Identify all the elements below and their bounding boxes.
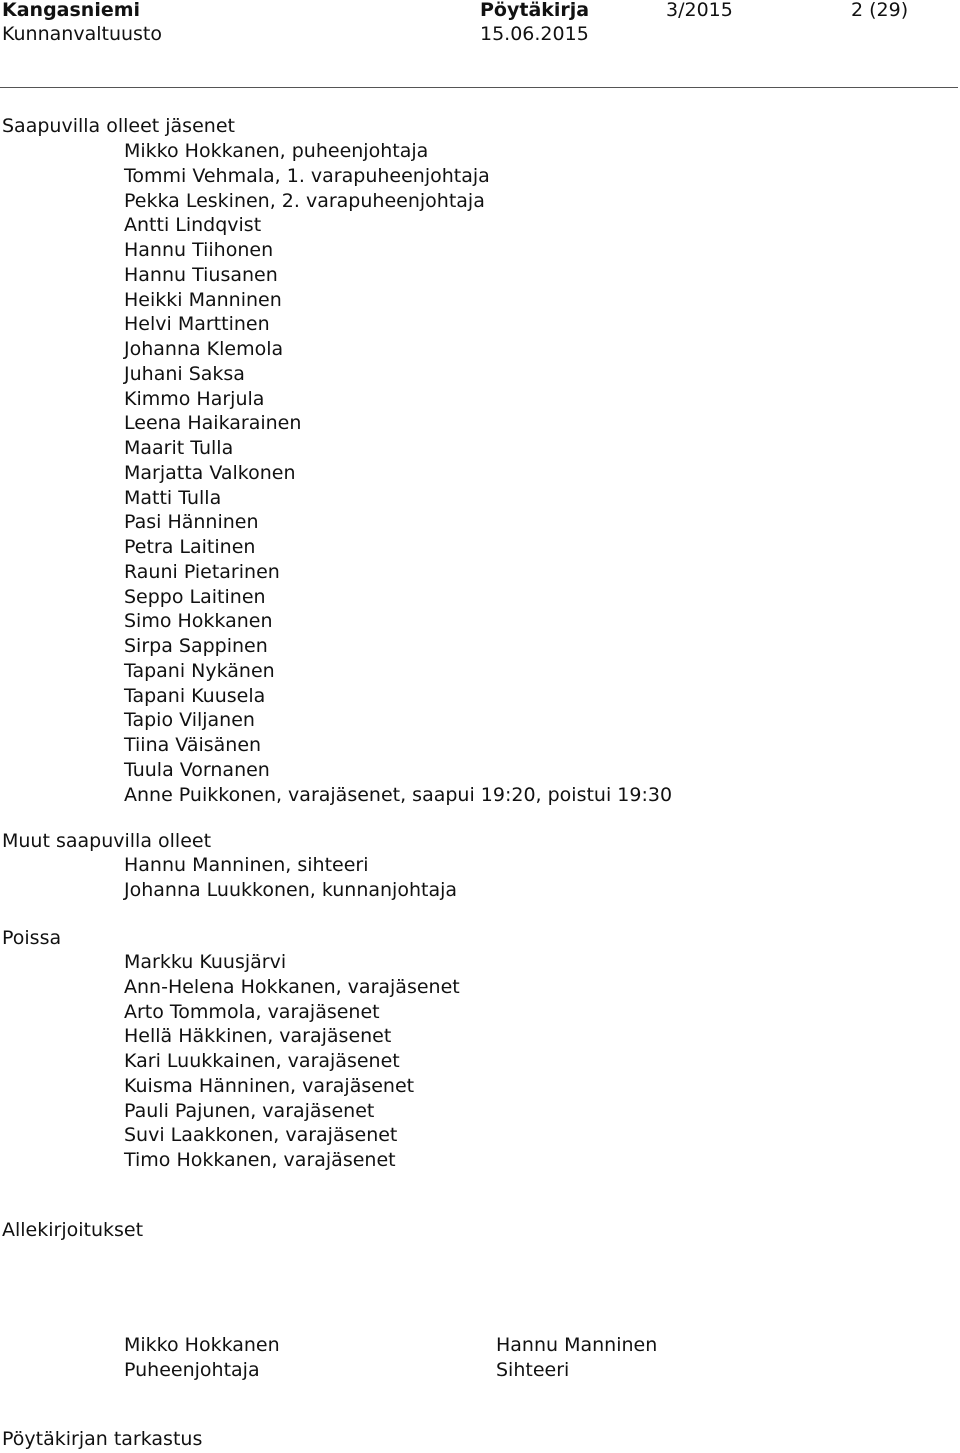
list-item: Seppo Laitinen: [124, 585, 266, 608]
review-heading: Pöytäkirjan tarkastus: [2, 1428, 203, 1450]
others-heading: Muut saapuvilla olleet: [2, 830, 212, 852]
list-item: Tuula Vornanen: [124, 758, 270, 781]
list-item: Hellä Häkkinen, varajäsenet: [124, 1025, 392, 1048]
list-item: Tapio Viljanen: [124, 709, 255, 732]
list-item: Helvi Marttinen: [124, 313, 270, 336]
list-item: Sirpa Sappinen: [124, 635, 268, 657]
chair-name: Mikko Hokkanen: [124, 1334, 280, 1356]
list-item: Simo Hokkanen: [124, 610, 273, 633]
list-item: Juhani Saksa: [124, 362, 245, 385]
list-item: Tommi Vehmala, 1. varapuheenjohtaja: [124, 164, 490, 187]
secretary-name: Hannu Manninen: [496, 1334, 658, 1356]
others-list: [124, 853, 457, 903]
list-item: Anne Puikkonen, varajäsenet, saapui 19:20, poistui 19:30: [124, 783, 673, 806]
list-item: Kari Luukkainen, varajäsenet: [124, 1050, 400, 1072]
list-item: Arto Tommola, varajäsenet: [124, 1000, 380, 1023]
list-item: Kimmo Harjula: [124, 387, 265, 410]
list-item: Leena Haikarainen: [124, 412, 302, 435]
list-item: Maarit Tulla: [124, 437, 234, 459]
list-item: Pauli Pajunen, varajäsenet: [124, 1099, 375, 1122]
list-item: Hannu Tiihonen: [124, 239, 274, 261]
list-item: Timo Hokkanen, varajäsenet: [124, 1149, 396, 1171]
municipality-name: Kangasniemi: [2, 0, 141, 21]
header-divider: [0, 87, 958, 88]
signatures-heading: Allekirjoitukset: [2, 1219, 144, 1241]
list-item: Pekka Leskinen, 2. varapuheenjohtaja: [124, 189, 485, 212]
present-members-list: [124, 139, 672, 807]
list-item: Suvi Laakkonen, varajäsenet: [124, 1124, 398, 1147]
list-item: Rauni Pietarinen: [124, 560, 280, 583]
list-item: Pasi Hänninen: [124, 511, 259, 534]
secretary-title: Sihteeri: [496, 1359, 570, 1381]
list-item: Heikki Manninen: [124, 288, 282, 311]
list-item: Kuisma Hänninen, varajäsenet: [124, 1074, 415, 1097]
list-item: Tiina Väisänen: [124, 734, 262, 756]
list-item: Tapani Nykänen: [124, 659, 275, 682]
list-item: Matti Tulla: [124, 486, 222, 509]
list-item: Mikko Hokkanen, puheenjohtaja: [124, 140, 429, 162]
organ-name: Kunnanvaltuusto: [2, 23, 162, 45]
document-number: 3/2015: [666, 0, 733, 21]
present-heading: Saapuvilla olleet jäsenet: [2, 115, 235, 137]
list-item: Hannu Manninen, sihteeri: [124, 854, 369, 876]
list-item: Antti Lindqvist: [124, 214, 262, 237]
absent-heading: Poissa: [2, 927, 62, 949]
list-item: Petra Laitinen: [124, 536, 256, 558]
meeting-date: 15.06.2015: [480, 23, 589, 45]
chair-title: Puheenjohtaja: [124, 1359, 260, 1381]
list-item: Ann-Helena Hokkanen, varajäsenet: [124, 975, 460, 998]
list-item: Tapani Kuusela: [124, 684, 266, 707]
list-item: Johanna Luukkonen, kunnanjohtaja: [124, 878, 458, 901]
list-item: Johanna Klemola: [124, 338, 284, 360]
list-item: Hannu Tiusanen: [124, 263, 278, 286]
absent-list: [124, 950, 460, 1173]
list-item: Markku Kuusjärvi: [124, 951, 287, 973]
page-number: 2 (29): [851, 0, 909, 21]
document-type: Pöytäkirja: [480, 0, 590, 21]
list-item: Marjatta Valkonen: [124, 461, 296, 484]
